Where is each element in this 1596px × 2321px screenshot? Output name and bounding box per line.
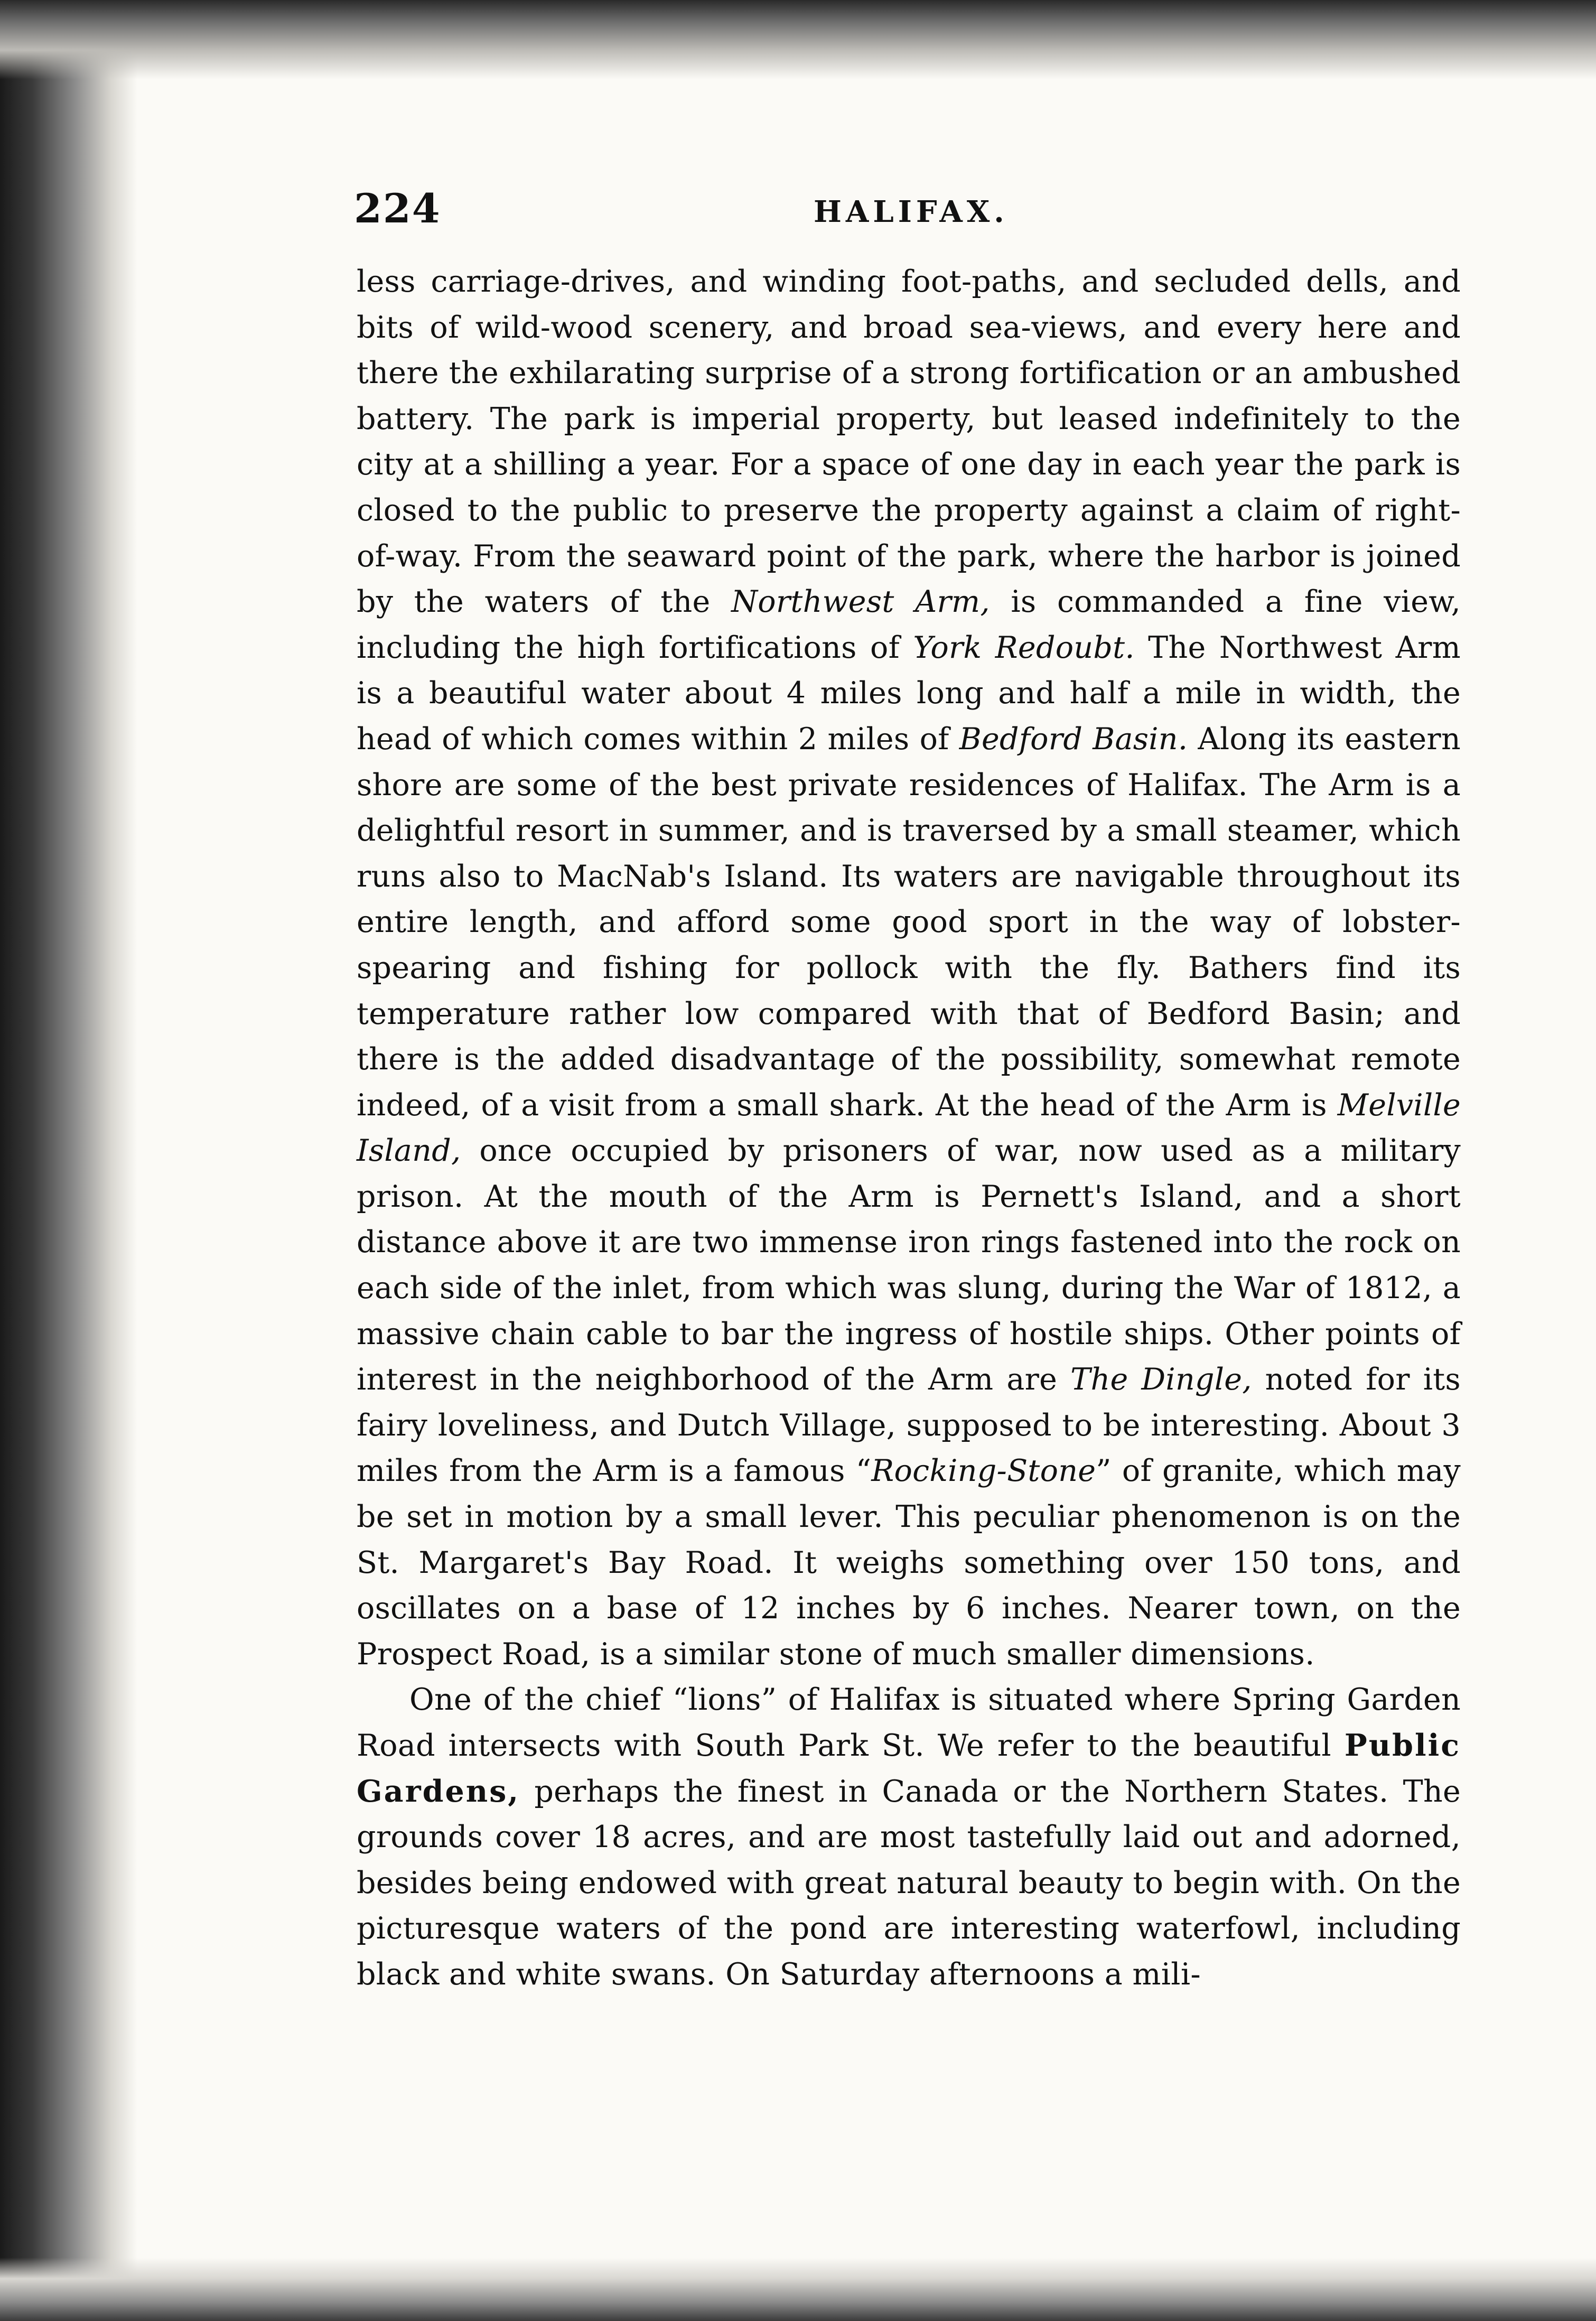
scan-edge-top: [0, 0, 1596, 79]
page-number: 224: [354, 185, 441, 232]
body-text: [357, 259, 1461, 1998]
italic-place-name: Melville Island,: [357, 1087, 1461, 1169]
italic-place-name: Rocking-Stone: [871, 1453, 1096, 1489]
italic-place-name: The Dingle,: [1070, 1362, 1252, 1397]
italic-place-name: York Redoubt.: [913, 630, 1135, 665]
text-run: The Northwest Arm is a beautiful water about 4 miles long and half a mile in width, the head of which comes within 2 miles of: [357, 630, 1461, 757]
text-run: Along its eastern shore are some of the best private residences of Halifax. The Arm is a delightful resort in summer, and is traversed by a small steamer, which runs also to MacNab's Island. Its waters are navigable throughout its entire length, and afford some good sport in the way of lobster-spearing and fishing for pollock with the fly. Bathers find its temperature rather low compared with that of Bedford Basin; and there is the added disadvantage of the possibility, somewhat remote indeed, of a visit from a small shark. At the head of the Arm is: [357, 721, 1461, 1123]
paragraph-northwest-arm: [357, 259, 1461, 1677]
bold-term-public-gardens: Public Gardens,: [357, 1728, 1461, 1809]
italic-place-name: Northwest Arm,: [731, 584, 990, 620]
paragraph-public-gardens: [357, 1677, 1461, 1997]
scan-edge-left: [0, 0, 137, 2321]
scan-edge-bottom: [0, 2258, 1596, 2321]
italic-place-name: Bedford Basin.: [959, 721, 1188, 757]
text-run: less carriage-drives, and winding foot-paths, and secluded dells, and bits of wild-wood scenery, and broad sea-views, and every here and there the exhilarating surprise of a strong fortification or an ambushed battery. The park is imperial property, but leased indefinitely to the city at a shilling a year. For a space of one day in each year the park is closed to the public to preserve the property against a claim of right-of-way. From the seaward point of the park, where the harbor is joined by the waters of the: [357, 264, 1461, 620]
text-run: One of the chief “lions” of Halifax is situated where Spring Garden Road intersects with South Park St. We refer to the beautiful: [357, 1682, 1461, 1763]
text-run: once occupied by prisoners of war, now used as a military prison. At the mouth of the Arm is Pernett's Island, and a short distance above it are two immense iron rings fastened into the rock on each side of the inlet, from which was slung, during the War of 1812, a massive chain cable to bar the ingress of hostile ships. Other points of interest in the neighborhood of the Arm are: [357, 1133, 1461, 1397]
text-run: perhaps the finest in Canada or the Northern States. The grounds cover 18 acres, and are most tastefully laid out and adorned, besides being endowed with great natural beauty to begin with. On the picturesque waters of the pond are interesting waterfowl, including black and white swans. On Saturday afternoons a mili-: [357, 1774, 1461, 1992]
running-head: HALIFAX.: [814, 194, 1009, 229]
text-run: ” of granite, which may be set in motion by a small lever. This peculiar phenomenon is on the St. Margaret's Bay Road. It weighs something over 150 tons, and oscillates on a base of 12 inches by 6 inches. Nearer town, on the Prospect Road, is a similar stone of much smaller dimensions.: [357, 1453, 1461, 1672]
text-run: noted for its fairy loveliness, and Dutch Village, supposed to be interesting. About 3 miles from the Arm is a famous “: [357, 1362, 1461, 1489]
text-run: is commanded a fine view, including the high fortifications of: [357, 584, 1461, 665]
page-header: [354, 185, 1463, 248]
